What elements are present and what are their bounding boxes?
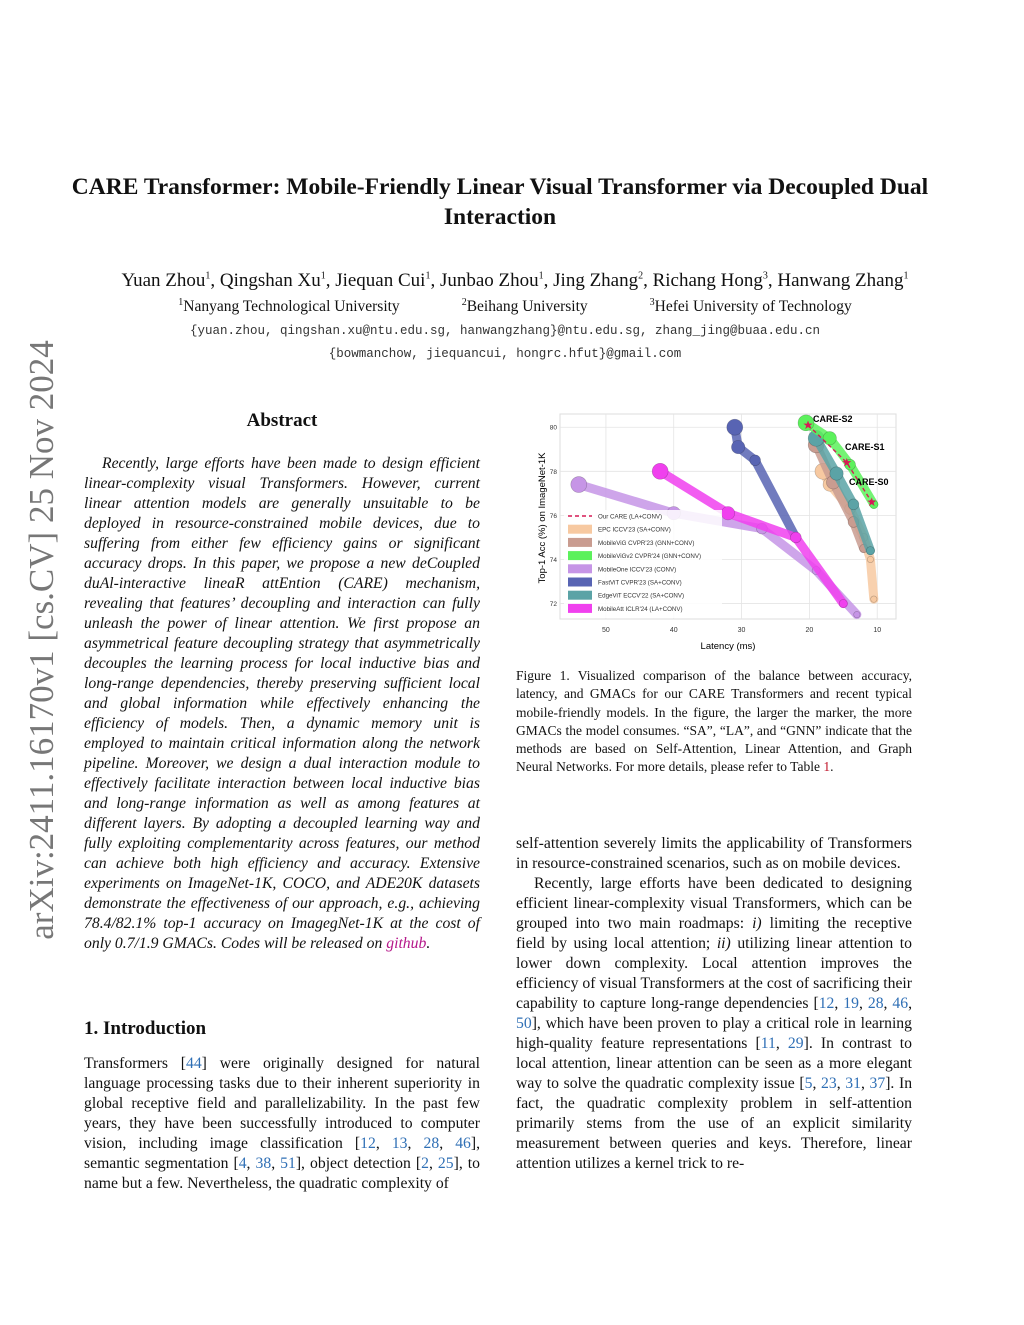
text-run: Recently, large efforts have been dedicated to designing efficient linear-complexity visual Transformers, which can be grouped into two main roadmaps: xyxy=(516,875,912,932)
data-point xyxy=(750,455,761,466)
care-star-point: ★ xyxy=(866,495,878,510)
affiliation-mark: 1 xyxy=(178,296,184,308)
text-run: Transformers [ xyxy=(84,1055,186,1072)
section-heading-introduction: 1. Introduction xyxy=(84,1018,207,1039)
accuracy-latency-chart xyxy=(532,408,904,653)
citation-link[interactable]: 5 xyxy=(804,1075,813,1092)
citation-link[interactable]: 46 xyxy=(455,1135,471,1152)
legend-label: Our CARE (LA+CONV) xyxy=(598,513,663,521)
figure-caption xyxy=(516,667,912,777)
text-run: , xyxy=(375,1135,392,1152)
text-run: utilizing linear attention to lower down complexity. Local attention improves the efficiency of visual Transformers at the cost of sacrificing their capability to capture long-range dependencies [ xyxy=(516,935,912,1012)
legend-label: MobileAtt ICLR'24 (LA+CONV) xyxy=(598,605,683,613)
affiliation-list xyxy=(100,298,930,316)
citation-link[interactable]: 12 xyxy=(360,1135,376,1152)
affiliation-mark: 2 xyxy=(461,296,467,308)
text-run: , xyxy=(775,1035,788,1052)
annotation-care-s0: CARE-S0 xyxy=(849,477,889,487)
author-affiliation-mark: 1 xyxy=(903,270,909,282)
author-name: Jiequan Cui xyxy=(335,270,426,291)
legend-swatch xyxy=(568,551,592,560)
abstract-body xyxy=(84,454,480,954)
text-run: , xyxy=(439,1135,456,1152)
abstract-heading: Abstract xyxy=(246,410,318,431)
citation-link[interactable]: 2 xyxy=(421,1155,429,1172)
y-tick-label: 78 xyxy=(549,468,557,476)
care-star-point: ★ xyxy=(802,418,814,433)
data-point xyxy=(721,506,734,519)
citation-link[interactable]: 44 xyxy=(185,1055,202,1072)
author-affiliation-mark: 1 xyxy=(205,270,211,282)
text-run: ]. In fact, the quadratic complexity problem in self-attention primarily stems from the use of an explicit similarity measurement between queries and keys. Therefore, linear attention utilizes a kernel trick to re- xyxy=(516,1075,913,1172)
abstract-end: . xyxy=(426,935,431,952)
legend-label: MobileViGv2 CVPR'24 (GNN+CONV) xyxy=(598,553,702,561)
data-point xyxy=(839,599,847,607)
arxiv-sidebar xyxy=(12,340,72,940)
annotation-care-s2: CARE-S2 xyxy=(813,414,853,424)
data-point xyxy=(652,463,668,479)
citation-link[interactable]: 38 xyxy=(255,1155,272,1172)
data-point xyxy=(871,596,877,602)
author-affiliation-mark: 1 xyxy=(320,270,326,282)
text-run: ]. In contrast to local attention, linear attention can be seen as a more elegant way to solve the quadratic complexity issue [ xyxy=(516,1035,913,1092)
data-point xyxy=(790,532,801,543)
author-affiliation-mark: 2 xyxy=(638,270,644,282)
y-tick-label: 72 xyxy=(549,601,557,609)
affiliation: $^1$Nanyang Technological University xyxy=(178,296,400,315)
y-axis-label: Top-1 Acc (%) on ImageNet-1K xyxy=(537,452,548,584)
legend-label: EdgeViT ECCV'22 (SA+CONV) xyxy=(598,592,685,600)
legend-swatch xyxy=(568,564,592,573)
legend-swatch xyxy=(568,538,592,547)
citation-link[interactable]: 13 xyxy=(391,1135,408,1152)
data-point xyxy=(867,556,873,562)
right-column-body xyxy=(516,834,912,1174)
arxiv-identifier: arXiv:2411.16170v1 [cs.CV] 25 Nov 2024 xyxy=(22,340,61,940)
x-tick-label: 10 xyxy=(873,627,882,634)
text-run: , xyxy=(858,995,868,1012)
data-point xyxy=(571,477,587,493)
legend-label: FastViT CVPR'23 (SA+CONV) xyxy=(598,579,682,587)
author-name: Hanwang Zhang xyxy=(777,270,904,291)
citation-link[interactable]: 19 xyxy=(843,995,859,1012)
x-axis-label: Latency (ms) xyxy=(700,641,756,652)
caption-end: . xyxy=(830,759,834,775)
citation-link[interactable]: 11 xyxy=(760,1035,776,1052)
text-run: ], which have been proven to play a critical role in learning high-quality feature representations [ xyxy=(516,1015,912,1052)
affiliation: $^3$Hefei University of Technology xyxy=(649,296,852,315)
email-line-2: {bowmanchow, jiequancui, hongrc.hfut}@gmail.com xyxy=(328,347,682,361)
text-run: , xyxy=(246,1155,256,1172)
citation-link[interactable]: 29 xyxy=(787,1035,804,1052)
y-tick-label: 76 xyxy=(549,512,557,520)
text-run: , xyxy=(812,1075,821,1092)
text-run: , xyxy=(860,1075,870,1092)
text-run: , xyxy=(834,995,844,1012)
legend-swatch xyxy=(568,525,592,534)
y-tick-label: 80 xyxy=(549,424,557,432)
author-name: Yuan Zhou xyxy=(121,270,206,291)
caption-label: Figure 1. xyxy=(516,668,570,683)
author-name: Junbao Zhou xyxy=(439,270,539,291)
github-link[interactable]: github xyxy=(386,935,427,952)
caption-text: Visualized comparison of the balance between accuracy, latency, and GMACs for our CARE Transformers and recent typical mobile-friendly models. In the figure, the larger the marker, the more GMACs the model consumes. “SA”, “LA”, and “GNN” indicate that the methods are based on Self-Attention, Linear Attention, and Graph Neural Networks. For more details, please refer to Table xyxy=(516,668,912,775)
author-name: Jing Zhang xyxy=(553,270,639,291)
annotation-care-s1: CARE-S1 xyxy=(845,442,885,452)
list-marker: i) xyxy=(752,915,762,932)
author-affiliation-mark: 1 xyxy=(425,270,431,282)
author-affiliation-mark: 3 xyxy=(762,270,768,282)
legend-swatch xyxy=(568,578,592,587)
paper-title: CARE Transformer: Mobile-Friendly Linear Visual Transformer via Decoupled Dual Interaction xyxy=(71,174,929,230)
text-run: limiting the receptive field by using local attention; xyxy=(516,915,913,952)
data-point xyxy=(727,419,743,435)
citation-link[interactable]: 50 xyxy=(516,1015,532,1032)
paragraph-2 xyxy=(516,874,912,1174)
data-point xyxy=(854,611,860,617)
citation-link[interactable]: 28 xyxy=(423,1135,440,1152)
y-tick-label: 74 xyxy=(549,556,557,564)
affiliation-mark: 3 xyxy=(649,296,655,308)
citation-link[interactable]: 46 xyxy=(892,995,909,1012)
text-run: , xyxy=(836,1075,846,1092)
author-list: Yuan Zhou$^1$, Qingshan Xu$^1$, Jiequan Cui$^1$, Junbao Zhou$^1$, Jing Zhang$^2$, Richang Hong$^3$, Hanwang Zhang$^1$ xyxy=(121,270,909,291)
text-run: , xyxy=(271,1155,281,1172)
x-tick-label: 50 xyxy=(602,627,610,634)
legend-label: MobileOne ICCV'23 (CONV) xyxy=(598,566,677,574)
citation-link[interactable]: 51 xyxy=(280,1155,296,1172)
data-point xyxy=(848,499,859,510)
text-run: , xyxy=(428,1155,438,1172)
text-run: , xyxy=(908,995,913,1012)
citation-link[interactable]: 23 xyxy=(821,1075,837,1092)
x-tick-label: 30 xyxy=(737,627,746,634)
abstract-text: Recently, large efforts have been made to design efficient linear-complexity visual Transformers. However, current linear attention models are generally unsuitable to be deployed in resource-constrained mobile devices, due to suffering from either few efficiency gains or significant accuracy drops. In this paper, we propose a new deCoupled duAl-interactive lineaR attEntion (CARE) mechanism, revealing that features’ decoupling and interaction can fully unleash the power of linear attention. We first propose an asymmetrical feature decoupling strategy that asymmetrically decouples the learning process for local inductive bias and long-range dependencies, thereby preserving sufficient local and global information while effectively enhancing the efficiency of models. Then, a dynamic memory unit is employed to maintain critical information along the network pipeline. Moreover, we design a dual interaction module to effectively facilitate interaction between local inductive bias and long-range information as well as among features at different layers. By adopting a decoupled learning way and fully exploiting complementarity across features, our method can achieve both high efficiency and accuracy. Extensive experiments on ImageNet-1K, COCO, and ADE20K datasets demonstrate the effectiveness of our approach, e.g., achieving 78.4/82.1% top-1 accuracy on ImagegNet-1K at the cost of only 0.7/1.9 GMACs. Codes will be released on xyxy=(84,455,480,952)
text-run: ], to name but a few. Nevertheless, the quadratic complexity of xyxy=(84,1155,480,1192)
x-tick-label: 20 xyxy=(805,627,814,634)
text-run: , xyxy=(883,995,893,1012)
care-star-point: ★ xyxy=(841,455,853,470)
legend-swatch xyxy=(568,591,592,600)
text-run: ] were originally designed for natural language processing tasks due to their inherent superiority in global receptive field and parallelizability. In the past few years, they have been successfully introduced to computer vision, including image classification [ xyxy=(84,1055,480,1152)
legend-label: EPC ICCV'23 (SA+CONV) xyxy=(598,526,671,534)
list-marker: ii) xyxy=(716,935,731,952)
citation-link[interactable]: 31 xyxy=(845,1075,861,1092)
email-line-1: {yuan.zhou, qingshan.xu@ntu.edu.sg, hanwangzhang}@ntu.edu.sg, zhang_jing@buaa.edu.cn xyxy=(189,324,821,338)
text-run: ], object detection [ xyxy=(295,1155,422,1172)
author-name: Richang Hong xyxy=(652,270,763,291)
paragraph-1: self-attention severely limits the applicability of Transformers in resource-constrained scenarios, such as on mobile devices. xyxy=(516,835,912,872)
introduction-paragraph xyxy=(84,1054,480,1194)
text-run: ], semantic segmentation [ xyxy=(84,1135,481,1172)
citation-link[interactable]: 28 xyxy=(867,995,884,1012)
table-reference[interactable]: 1 xyxy=(823,759,831,775)
data-point xyxy=(823,432,836,445)
citation-link[interactable]: 4 xyxy=(238,1155,247,1172)
x-tick-label: 40 xyxy=(669,627,678,634)
affiliation: $^2$Beihang University xyxy=(461,296,588,315)
citation-link[interactable]: 25 xyxy=(437,1155,454,1172)
legend-label: MobileViG CVPR'23 (GNN+CONV) xyxy=(598,539,695,547)
author-affiliation-mark: 1 xyxy=(538,270,544,282)
author-name: Qingshan Xu xyxy=(219,270,321,291)
legend-swatch xyxy=(568,604,592,613)
text-run: , xyxy=(407,1135,424,1152)
citation-link[interactable]: 37 xyxy=(869,1075,886,1092)
data-point xyxy=(866,547,874,555)
citation-link[interactable]: 12 xyxy=(818,995,835,1012)
data-point xyxy=(731,440,744,453)
